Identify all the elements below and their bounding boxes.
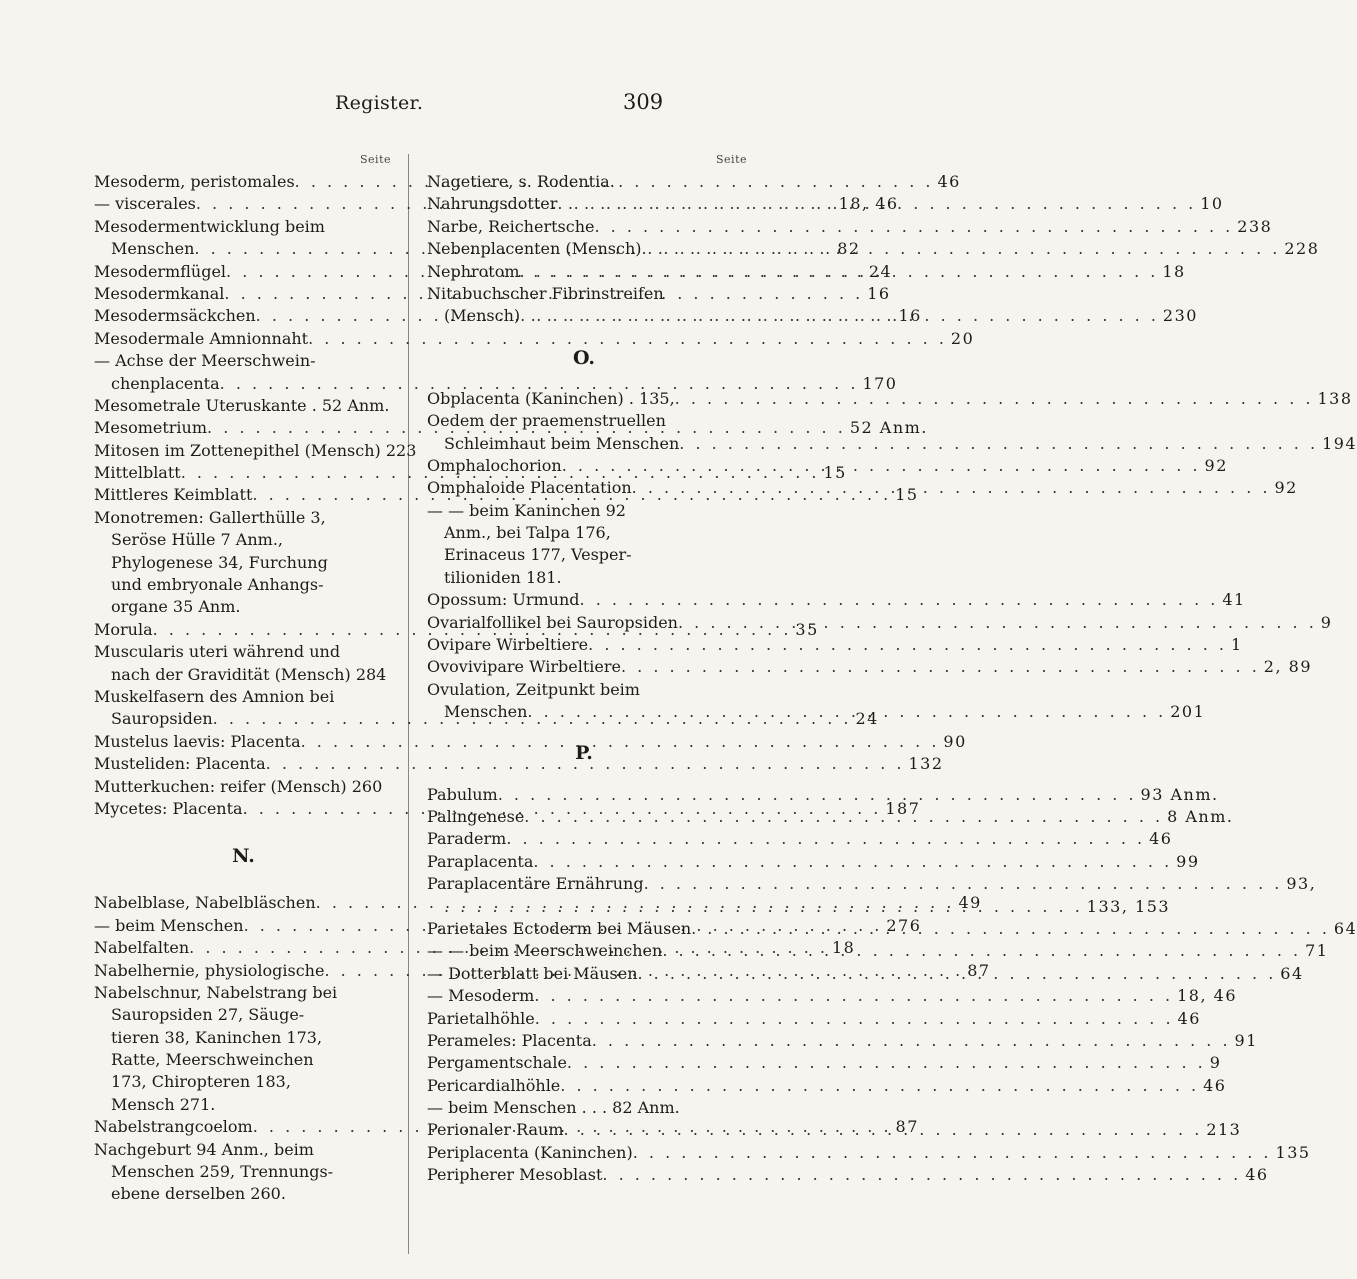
index-entry-continuation xyxy=(94,596,393,618)
index-entry-continuation xyxy=(94,1161,393,1183)
entry-term: Nabelblase, Nabelbläschen xyxy=(94,893,316,913)
dot-leader xyxy=(642,238,1281,260)
entry-term: Palingenese xyxy=(427,806,525,826)
entry-page-ref: 20 xyxy=(950,328,975,348)
index-entry xyxy=(94,395,393,417)
dot-leader xyxy=(498,784,1137,806)
entry-page-ref: 16 xyxy=(898,306,922,326)
entry-term: Morula xyxy=(94,619,153,639)
dot-leader xyxy=(520,261,1159,283)
entry-term: Omphalochorion xyxy=(427,455,562,475)
index-entry-continuation xyxy=(94,574,393,596)
entry-page-ref: 92 xyxy=(1274,478,1298,498)
index-entry-continuation xyxy=(94,1071,393,1093)
dot-leader xyxy=(594,216,1233,238)
entry-term: Nabelfalten xyxy=(94,938,190,958)
entry-page-ref: 82 xyxy=(837,239,861,259)
entry-page-ref: 71 xyxy=(1305,941,1329,961)
entry-page-ref: 15 xyxy=(895,485,919,505)
entry-term: Paraplacentäre Ernährung xyxy=(427,874,644,894)
entry-page-ref: 46 xyxy=(1245,1165,1269,1185)
index-entry xyxy=(94,440,417,462)
entry-term: Narbe, Reichertsche xyxy=(427,216,595,236)
entry-term: Parietalhöhle xyxy=(427,1008,535,1028)
dot-leader xyxy=(533,851,1172,873)
index-entry xyxy=(94,507,393,529)
entry-page-ref: 135 xyxy=(1275,1142,1311,1162)
entry-page-ref: 35 xyxy=(795,619,819,639)
dot-leader xyxy=(602,1164,1241,1186)
entry-term: Nabelschnur, Nabelstrang bei xyxy=(94,982,338,1002)
dot-leader xyxy=(644,873,1283,895)
entry-page-ref: 8 Anm. xyxy=(1167,806,1234,826)
entry-page-ref: 46 xyxy=(1203,1075,1227,1095)
index-entry xyxy=(94,1139,393,1161)
entry-term: Mustelus laevis: Placenta xyxy=(94,731,301,751)
seite-label-left: Seite xyxy=(360,153,391,166)
index-entry xyxy=(94,753,944,775)
entry-term: und embryonale Anhangs- xyxy=(111,575,324,595)
index-entry xyxy=(427,1075,1227,1097)
entry-term: Mycetes: Placenta xyxy=(94,798,243,818)
entry-term: Mesodermflügel xyxy=(94,261,227,281)
entry-term: Mittelblatt xyxy=(94,463,181,483)
index-entry-continuation xyxy=(427,567,741,589)
index-entry-continuation xyxy=(427,544,741,566)
dot-leader xyxy=(444,896,1083,918)
index-entry-continuation xyxy=(94,552,393,574)
entry-term: ebene derselben 260. xyxy=(111,1184,286,1204)
dot-leader xyxy=(678,612,1317,634)
dot-leader xyxy=(557,193,1196,215)
entry-term: Pergamentschale xyxy=(427,1053,567,1073)
entry-term: — beim Menschen xyxy=(94,915,244,935)
entry-term: organe 35 Anm. xyxy=(111,597,241,617)
index-entry xyxy=(427,656,1312,678)
entry-term: Opossum: Urmund xyxy=(427,590,580,610)
entry-term: Mittleres Keimblatt xyxy=(94,485,253,505)
entry-page-ref: 228 xyxy=(1284,239,1320,259)
index-entry xyxy=(94,328,975,350)
index-entry xyxy=(427,1142,1311,1164)
index-entry-continuation xyxy=(94,1094,393,1116)
entry-term: Musteliden: Placenta xyxy=(94,754,266,774)
entry-page-ref: 187 xyxy=(885,798,921,818)
index-entry xyxy=(427,171,741,193)
entry-term: — Achse der Meerschwein- xyxy=(94,351,316,371)
entry-page-ref: 213 xyxy=(1206,1120,1242,1140)
entry-term: — Mesoderm xyxy=(427,986,535,1006)
entry-page-ref: 18 xyxy=(831,938,856,958)
entry-term: Nephrotom xyxy=(427,261,520,281)
entry-term: Menschen xyxy=(444,702,528,722)
entry-term: Mesodermkanal xyxy=(94,283,225,303)
entry-term: Ovovivipare Wirbeltiere xyxy=(427,657,621,677)
index-entry xyxy=(427,1097,741,1119)
entry-term: Mesodermale Amnionnaht xyxy=(94,328,309,348)
entry-term: tilioniden 181. xyxy=(444,567,562,587)
entry-term: Nahrungsdotter xyxy=(427,194,558,214)
index-entry xyxy=(94,982,393,1004)
entry-page-ref: 64 xyxy=(1280,963,1304,983)
dot-leader xyxy=(621,656,1260,678)
entry-page-ref: 18 xyxy=(1162,261,1186,281)
index-entry xyxy=(427,1052,1222,1074)
entry-term: Mesodermsäckchen xyxy=(94,306,256,326)
index-entry xyxy=(94,892,982,914)
entry-term: Mutterkuchen: reifer (Mensch) 260 xyxy=(94,776,383,796)
entry-term: — — beim Meerschweinchen xyxy=(427,941,663,961)
entry-term: Obplacenta (Kaninchen) . 135, xyxy=(427,388,675,408)
entry-page-ref: 24 xyxy=(868,261,893,281)
index-entry xyxy=(427,828,1173,850)
dot-leader xyxy=(675,388,1314,410)
entry-term: Ovarialfollikel bei Sauropsiden xyxy=(427,612,678,632)
index-entry-continuation xyxy=(94,1183,393,1205)
entry-page-ref: 64 xyxy=(1333,918,1357,938)
entry-term: Perionaler Raum xyxy=(427,1120,564,1140)
index-entry-continuation xyxy=(94,664,393,686)
entry-term: Ovipare Wirbeltiere xyxy=(427,635,589,655)
page-number: 309 xyxy=(623,90,664,114)
dot-leader xyxy=(564,1119,1203,1141)
entry-page-ref: 41 xyxy=(1222,590,1246,610)
index-entry xyxy=(427,283,741,305)
index-entry xyxy=(427,679,741,701)
entry-page-ref: 16 xyxy=(867,283,891,303)
entry-page-ref: 87 xyxy=(967,960,991,980)
entry-term: Nebenplacenten (Mensch) xyxy=(427,239,642,259)
index-entry xyxy=(427,388,1353,410)
dot-leader xyxy=(633,1142,1272,1164)
entry-page-ref: 133, 153 xyxy=(1086,896,1171,916)
index-entry xyxy=(427,500,741,522)
entry-page-ref: 46 xyxy=(937,172,961,191)
entry-term: Muskelfasern des Amnion bei xyxy=(94,686,335,706)
entry-term: Parietales Ectoderm bei Mäusen xyxy=(427,918,692,938)
entry-page-ref: 90 xyxy=(943,731,967,751)
entry-page-ref: 230 xyxy=(1162,306,1198,326)
entry-page-ref: 46 xyxy=(1149,829,1173,849)
entry-term: Nabelhernie, physiologische xyxy=(94,960,325,980)
entry-term: nach der Gravidität (Mensch) 284 xyxy=(111,664,387,684)
entry-page-ref: 24 xyxy=(855,709,879,729)
index-entry xyxy=(427,410,741,432)
entry-term: Nabelstrangcoelom xyxy=(94,1117,253,1137)
entry-page-ref: 18, 46 xyxy=(838,194,899,214)
entry-term: Nagetiere, s. Rodentia. xyxy=(427,172,615,191)
entry-term: Periplacenta (Kaninchen) xyxy=(427,1142,633,1162)
entry-term: Ovulation, Zeitpunkt beim xyxy=(427,679,640,699)
dot-leader xyxy=(691,918,1330,940)
entry-page-ref: 46 xyxy=(1177,1008,1201,1028)
index-entry-continuation xyxy=(94,373,898,395)
entry-page-ref: 52 Anm. xyxy=(849,418,928,438)
entry-term: Seröse Hülle 7 Anm., xyxy=(111,530,283,550)
entry-term: Menschen xyxy=(111,239,195,259)
dot-leader xyxy=(638,963,1277,985)
dot-leader xyxy=(506,828,1145,850)
index-entry xyxy=(427,985,1237,1007)
index-entry-continuation xyxy=(427,522,741,544)
dot-leader xyxy=(632,477,1271,499)
section-letter: N. xyxy=(232,845,255,868)
dot-leader xyxy=(534,985,1173,1007)
entry-term: tieren 38, Kaninchen 173, xyxy=(111,1027,323,1047)
dot-leader xyxy=(535,1008,1174,1030)
entry-page-ref: 276 xyxy=(886,915,922,935)
index-entry xyxy=(427,1008,1201,1030)
entry-page-ref: 9 xyxy=(1209,1053,1222,1073)
entry-term: Pabulum xyxy=(427,784,498,804)
seite-label-right: Seite xyxy=(716,153,747,166)
index-entry-continuation xyxy=(94,1004,393,1026)
entry-term: Menschen 259, Trennungs- xyxy=(111,1162,334,1182)
entry-page-ref: 49 xyxy=(958,893,982,913)
section-letter: O. xyxy=(572,346,596,369)
entry-term: (Mensch) xyxy=(444,306,521,326)
dot-leader xyxy=(592,1030,1231,1052)
dot-leader xyxy=(588,634,1227,656)
entry-term: Phylogenese 34, Furchung xyxy=(111,552,328,572)
entry-term: Mitosen im Zottenepithel (Mensch) 223 xyxy=(94,440,417,460)
dot-leader xyxy=(567,1052,1206,1074)
entry-term: — viscerales xyxy=(94,194,196,214)
entry-page-ref: 18, 46 xyxy=(1177,986,1237,1006)
running-title: Register. xyxy=(335,92,424,114)
index-entry xyxy=(94,686,393,708)
index-entry-continuation xyxy=(94,1027,393,1049)
entry-page-ref: 138 xyxy=(1317,388,1353,408)
index-entry xyxy=(94,776,393,798)
dot-leader xyxy=(562,455,1201,477)
entry-term: Nachgeburt 94 Anm., beim xyxy=(94,1139,314,1159)
entry-page-ref: 9 xyxy=(1320,612,1333,632)
dot-leader xyxy=(524,806,1163,828)
entry-term: Perameles: Placenta xyxy=(427,1030,592,1050)
entry-page-ref: 201 xyxy=(1170,702,1206,722)
entry-page-ref: 194 xyxy=(1322,433,1357,453)
entry-term: Erinaceus 177, Vesper- xyxy=(444,545,632,565)
entry-term: Sauropsiden 27, Säuge- xyxy=(111,1005,305,1025)
entry-term: Mesometrale Uteruskante . 52 Anm. xyxy=(94,395,390,415)
entry-term: Mesoderm, peristomales xyxy=(94,172,295,191)
entry-page-ref: 238 xyxy=(1237,216,1273,236)
entry-term: Paraderm xyxy=(427,829,507,849)
entry-term: Mesodermentwicklung beim xyxy=(94,216,325,236)
entry-term: Muscularis uteri während und xyxy=(94,642,341,662)
entry-term: Nitabuchscher Fibrinstreifen xyxy=(427,283,664,303)
entry-page-ref: 15 xyxy=(823,463,847,483)
entry-page-ref: 170 xyxy=(862,373,898,393)
entry-page-ref: 2, 89 xyxy=(1263,657,1312,677)
entry-page-ref: 93 Anm. xyxy=(1140,784,1219,804)
entry-term: Oedem der praemenstruellen xyxy=(427,411,666,431)
entry-term: 173, Chiropteren 183, xyxy=(111,1072,291,1092)
entry-term: Ratte, Meerschweinchen xyxy=(111,1050,314,1070)
entry-term: — beim Menschen . . . 82 Anm. xyxy=(427,1098,680,1118)
entry-term: chenplacenta xyxy=(111,373,220,393)
entry-term: Mesometrium xyxy=(94,418,208,438)
index-entry-continuation xyxy=(94,1049,393,1071)
entry-term: Mensch 271. xyxy=(111,1094,216,1114)
index-entry-continuation xyxy=(427,433,1357,455)
index-entry xyxy=(427,634,1243,656)
dot-leader xyxy=(560,1075,1199,1097)
section-letter: P. xyxy=(575,742,593,765)
entry-term: — — beim Kaninchen 92 xyxy=(427,500,626,520)
entry-term: Schleimhaut beim Menschen xyxy=(444,433,680,453)
entry-term: Paraplacenta xyxy=(427,851,534,871)
entry-page-ref: 92 xyxy=(1204,455,1228,475)
index-entry xyxy=(427,1030,1258,1052)
index-entry xyxy=(427,216,1273,238)
dot-leader xyxy=(527,701,1166,723)
index-entry xyxy=(94,641,393,663)
index-entry xyxy=(427,873,1317,895)
entry-term: — Dotterblatt bei Mäusen xyxy=(427,963,638,983)
entry-page-ref: 132 xyxy=(908,754,944,774)
entry-term: Pericardialhöhle xyxy=(427,1075,561,1095)
entry-page-ref: 87 xyxy=(895,1117,919,1137)
entry-page-ref: 93, xyxy=(1286,874,1317,894)
entry-term: Sauropsiden xyxy=(111,709,213,729)
entry-page-ref: 99 xyxy=(1176,851,1200,871)
index-entry xyxy=(94,216,393,238)
index-entry xyxy=(427,851,1200,873)
entry-term: Peripherer Mesoblast xyxy=(427,1165,603,1185)
dot-leader xyxy=(580,589,1219,611)
index-entry xyxy=(94,731,967,753)
index-entry-continuation xyxy=(94,529,393,551)
entry-page-ref: 10 xyxy=(1200,194,1224,214)
entry-term: Omphaloide Placentation xyxy=(427,478,632,498)
entry-page-ref: 1 xyxy=(1230,635,1243,655)
dot-leader xyxy=(679,433,1318,455)
index-entry xyxy=(427,784,1219,806)
dot-leader xyxy=(662,940,1301,962)
entry-term: Anm., bei Talpa 176, xyxy=(444,523,611,543)
index-entry xyxy=(427,589,1246,611)
dot-leader xyxy=(520,305,1159,327)
entry-term: Monotremen: Gallerthülle 3, xyxy=(94,507,326,527)
index-entry xyxy=(427,1164,1269,1186)
index-entry xyxy=(94,350,393,372)
entry-page-ref: 91 xyxy=(1234,1030,1258,1050)
